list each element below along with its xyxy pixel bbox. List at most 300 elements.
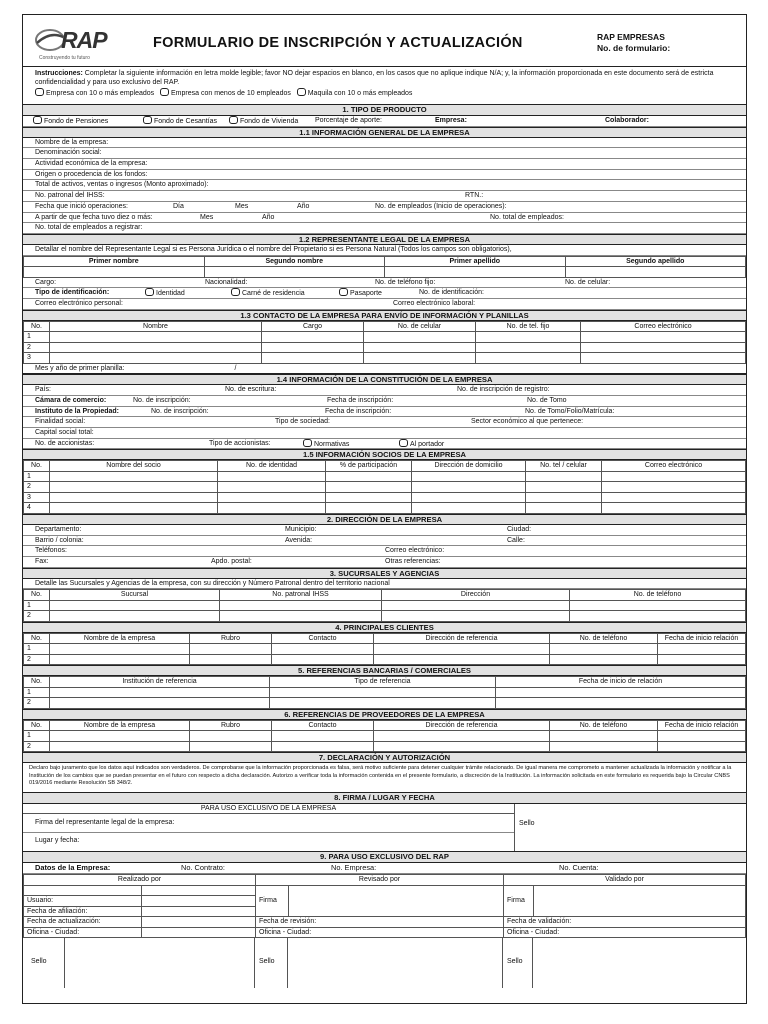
field-label: Sector económico al que pertenece: bbox=[471, 418, 584, 426]
section-title: 9. PARA USO EXCLUSIVO DEL RAP bbox=[23, 852, 746, 863]
column-header: Nombre bbox=[50, 321, 262, 332]
input-cell[interactable] bbox=[190, 731, 272, 742]
field-row[interactable] bbox=[23, 159, 746, 170]
row-number: 2 bbox=[24, 611, 50, 622]
stamp-cell[interactable] bbox=[533, 938, 746, 988]
input-cell[interactable] bbox=[220, 611, 382, 622]
field-label: Fecha de revisión: bbox=[256, 917, 504, 928]
row-number: 3 bbox=[24, 353, 50, 364]
field-label: Correo electrónico laboral: bbox=[393, 299, 476, 307]
signature-cell[interactable] bbox=[289, 885, 504, 917]
option-label: Fondo de Vivienda bbox=[240, 118, 299, 125]
input-cell[interactable] bbox=[412, 471, 526, 482]
column-header: Primer apellido bbox=[385, 256, 566, 267]
checkbox-portador[interactable] bbox=[399, 439, 408, 447]
option-label: Maquila con 10 o más empleados bbox=[307, 90, 413, 98]
column-header: Segundo nombre bbox=[204, 256, 385, 267]
row-number: 1 bbox=[24, 687, 50, 698]
table-header-row bbox=[24, 590, 746, 601]
field-row[interactable] bbox=[23, 299, 746, 310]
field-label: Fax: bbox=[35, 558, 49, 565]
field-label: No. de accionistas: bbox=[35, 439, 95, 447]
rap-use-table bbox=[23, 874, 746, 938]
column-header: No. bbox=[24, 677, 50, 688]
input-cell[interactable] bbox=[218, 482, 326, 493]
row-number: 1 bbox=[24, 471, 50, 482]
section-title: 1. TIPO DE PRODUCTO bbox=[23, 105, 746, 116]
field-label: Tipo de sociedad: bbox=[275, 418, 330, 426]
table-row bbox=[24, 698, 746, 709]
input-cell[interactable] bbox=[326, 492, 412, 503]
row-number: 2 bbox=[24, 698, 50, 709]
input-cell[interactable] bbox=[364, 342, 476, 353]
field-row[interactable] bbox=[23, 396, 746, 407]
input-cell[interactable] bbox=[374, 731, 550, 742]
field-label: Fecha de inscripción: bbox=[327, 397, 394, 404]
option-label: Identidad bbox=[156, 290, 185, 298]
input-cell[interactable] bbox=[262, 332, 364, 343]
option-label: Al portador bbox=[410, 440, 445, 448]
input-cell[interactable] bbox=[326, 482, 412, 493]
checkbox-carne[interactable] bbox=[231, 288, 240, 296]
input-cell[interactable] bbox=[50, 731, 190, 742]
input-cell[interactable] bbox=[570, 600, 746, 611]
input-cell[interactable] bbox=[374, 644, 550, 655]
signature-field[interactable] bbox=[23, 814, 514, 833]
header-right bbox=[597, 32, 670, 54]
partners-table bbox=[23, 460, 746, 514]
references-table bbox=[23, 676, 746, 709]
input-cell[interactable] bbox=[570, 611, 746, 622]
table-header-row bbox=[24, 720, 746, 731]
checkbox-normativas[interactable] bbox=[303, 439, 312, 447]
field-row[interactable]: Mes y año de primer planilla: / bbox=[23, 364, 746, 375]
section-title: 5. REFERENCIAS BANCARIAS / COMERCIALES bbox=[23, 665, 746, 676]
input-cell[interactable] bbox=[496, 698, 746, 709]
instructions-label: Instrucciones: bbox=[35, 70, 83, 77]
field-label: Departamento: bbox=[35, 525, 82, 533]
input-cell[interactable] bbox=[218, 471, 326, 482]
section-title: 4. PRINCIPALES CLIENTES bbox=[23, 622, 746, 633]
column-header: Fecha de inicio relación bbox=[658, 720, 746, 731]
field-label: Mes y año de primer planilla: bbox=[35, 364, 125, 372]
input-cell[interactable] bbox=[385, 267, 566, 278]
field-label: No. total de empleados: bbox=[490, 213, 564, 221]
column-header: No. bbox=[24, 321, 50, 332]
field-row[interactable] bbox=[23, 428, 746, 439]
column-header: Segundo apellido bbox=[565, 256, 746, 267]
input-cell[interactable] bbox=[142, 906, 256, 917]
checkbox-vivienda[interactable] bbox=[229, 116, 238, 124]
note-row bbox=[23, 579, 746, 590]
input-cell[interactable] bbox=[382, 600, 570, 611]
field-label: No. Contrato: bbox=[181, 863, 225, 873]
field-row[interactable] bbox=[23, 138, 746, 149]
section-title: 1.3 CONTACTO DE LA EMPRESA PARA ENVÍO DE INFORMACIÓN Y PLANILLAS bbox=[23, 310, 746, 321]
column-header: No. de identidad bbox=[218, 461, 326, 472]
field-label: Avenida: bbox=[285, 536, 313, 544]
column-header: Correo electrónico bbox=[581, 321, 746, 332]
input-cell[interactable] bbox=[526, 482, 602, 493]
field-label: Origen o procedencia de los fondos: bbox=[35, 170, 148, 178]
input-cell[interactable] bbox=[550, 644, 658, 655]
checkbox-cesantias[interactable] bbox=[143, 116, 152, 124]
field-row[interactable] bbox=[23, 407, 746, 418]
input-cell[interactable] bbox=[190, 654, 272, 665]
option-label: Empresa con 10 o más empleados bbox=[46, 90, 155, 98]
field-label: Usuario: bbox=[24, 896, 142, 907]
column-header: Dirección de referencia bbox=[374, 633, 550, 644]
column-header: No. de tel. fijo bbox=[476, 321, 581, 332]
input-cell[interactable] bbox=[364, 353, 476, 364]
option-label: Carné de residencia bbox=[242, 290, 305, 298]
field-row[interactable] bbox=[23, 536, 746, 547]
section-title: 1.1 INFORMACIÓN GENERAL DE LA EMPRESA bbox=[23, 127, 746, 138]
stamp-field[interactable] bbox=[515, 804, 746, 851]
input-cell[interactable] bbox=[190, 644, 272, 655]
input-cell[interactable] bbox=[50, 353, 262, 364]
company-signature-area bbox=[23, 804, 515, 851]
row-number: 2 bbox=[24, 654, 50, 665]
instructions-text: Completar la siguiente información en letra molde legible; favor NO dejar espacios en blanco, en los casos que no aplique indique N/A; y, la información proporcionada en este documento será de estricta confidencialidad y para uso exclusivo del RAP. bbox=[35, 70, 714, 86]
logo-slogan: Construyendo tu futuro bbox=[39, 55, 90, 61]
input-cell[interactable] bbox=[412, 503, 526, 514]
field-label: País: bbox=[35, 386, 51, 394]
row-number: 1 bbox=[24, 731, 50, 742]
declaration-text: Declaro bajo juramento que los datos aquí indicados son verdaderos. De comprobarse que la información proporcionada es falsa, será motivo suficiente para detener cualquier trámite relacionado. De igual manera me comprometo a mantener actualizada la información y notificar a la Institución de los cambios que se puedan presentar en el futuro con respecto a dicha declaración. Autorizo a verificar toda la información contenida en el presente formulario, a discreción de la Institución. La información solicitada en este formulario es requerida bajo la Circular CNBS 019/2016 mediante Resolución SB 348/2. bbox=[23, 763, 746, 793]
table-row bbox=[24, 600, 746, 611]
field-row[interactable] bbox=[23, 385, 746, 396]
column-header: No. tel / celular bbox=[526, 461, 602, 472]
table-row bbox=[24, 482, 746, 493]
field-label: Fecha que inició operaciones: bbox=[35, 202, 129, 210]
row-number: 3 bbox=[24, 492, 50, 503]
input-cell[interactable] bbox=[272, 731, 374, 742]
suppliers-table bbox=[23, 720, 746, 753]
table-row bbox=[24, 611, 746, 622]
column-header: Rubro bbox=[190, 720, 272, 731]
company-only-label: PARA USO EXCLUSIVO DE LA EMPRESA bbox=[23, 804, 514, 814]
row-number: 2 bbox=[24, 482, 50, 493]
table-row bbox=[24, 492, 746, 503]
option-label: Fondo de Cesantías bbox=[154, 118, 218, 125]
field-label: Fecha de actualización: bbox=[24, 917, 142, 928]
input-cell[interactable] bbox=[496, 687, 746, 698]
input-cell[interactable] bbox=[204, 267, 385, 278]
field-label: Mes bbox=[200, 213, 214, 221]
input-cell[interactable] bbox=[412, 482, 526, 493]
input-cell[interactable] bbox=[526, 471, 602, 482]
input-cell[interactable] bbox=[658, 741, 746, 752]
column-header: No. de celular bbox=[364, 321, 476, 332]
field-label: No. de inscripción: bbox=[151, 407, 209, 415]
column-header: Validado por bbox=[504, 875, 746, 886]
field-label: Cámara de comercio: bbox=[35, 397, 107, 404]
row-number: 2 bbox=[24, 342, 50, 353]
field-row[interactable] bbox=[23, 525, 746, 536]
input-cell[interactable] bbox=[581, 353, 746, 364]
input-cell[interactable] bbox=[602, 482, 746, 493]
input-cell[interactable] bbox=[565, 267, 746, 278]
checkbox-pensiones[interactable] bbox=[33, 116, 42, 124]
field-label: Lugar y fecha: bbox=[35, 837, 80, 845]
checkbox-pasaporte[interactable] bbox=[339, 288, 348, 296]
option-label: Empresa con menos de 10 empleados bbox=[171, 90, 291, 98]
input-cell[interactable] bbox=[50, 654, 190, 665]
signature-cell[interactable] bbox=[534, 885, 746, 917]
input-cell[interactable] bbox=[142, 917, 256, 928]
input-cell[interactable] bbox=[50, 492, 218, 503]
column-header: Primer nombre bbox=[24, 256, 205, 267]
field-row[interactable] bbox=[23, 191, 746, 202]
field-label: No. total de empleados a registrar: bbox=[35, 224, 143, 232]
input-cell[interactable] bbox=[364, 332, 476, 343]
input-cell[interactable] bbox=[326, 503, 412, 514]
field-row[interactable] bbox=[23, 180, 746, 191]
field-label: Total de activos, ventas o ingresos (Monto aproximado): bbox=[35, 181, 209, 189]
input-cell[interactable] bbox=[550, 741, 658, 752]
field-label: Año bbox=[297, 202, 310, 210]
field-label: A partir de que fecha tuvo diez o más: bbox=[35, 213, 153, 221]
field-row[interactable] bbox=[23, 278, 746, 289]
table-row bbox=[24, 353, 746, 364]
stamp-row bbox=[23, 938, 746, 988]
input-cell[interactable] bbox=[262, 353, 364, 364]
field-label: Tipo de identificación: bbox=[35, 289, 110, 297]
table-row bbox=[24, 741, 746, 752]
input-cell[interactable] bbox=[50, 600, 220, 611]
input-cell[interactable] bbox=[476, 332, 581, 343]
field-label: Día bbox=[173, 202, 184, 210]
section-note: Detallar el nombre del Representante Legal si es Persona Jurídica o el nombre del Propietario si es Persona Natural (Todos los campos son obligatorios), bbox=[35, 245, 512, 253]
registration-form bbox=[22, 14, 747, 1004]
field-label: No. de escritura: bbox=[225, 386, 277, 394]
table-row bbox=[24, 342, 746, 353]
input-cell[interactable] bbox=[50, 503, 218, 514]
field-label: Apdo. postal: bbox=[211, 558, 252, 565]
field-label: Calle: bbox=[507, 536, 525, 544]
input-cell[interactable] bbox=[550, 654, 658, 665]
place-date-field[interactable] bbox=[23, 833, 514, 850]
checkbox-identidad[interactable] bbox=[145, 288, 154, 296]
input-cell[interactable] bbox=[50, 482, 218, 493]
table-header-row bbox=[24, 461, 746, 472]
column-header: No. de teléfono bbox=[570, 590, 746, 601]
field-label: No. de Tomo/Folio/Matrícula: bbox=[525, 407, 615, 415]
field-label: Firma bbox=[504, 885, 534, 917]
input-cell[interactable] bbox=[218, 492, 326, 503]
column-header: Fecha de inicio relación bbox=[658, 633, 746, 644]
input-cell[interactable] bbox=[602, 503, 746, 514]
field-row bbox=[23, 288, 746, 299]
row-number: 1 bbox=[24, 644, 50, 655]
input-cell[interactable] bbox=[50, 332, 262, 343]
input-cell[interactable] bbox=[658, 644, 746, 655]
checkbox-less-10[interactable] bbox=[160, 88, 169, 96]
column-header: Contacto bbox=[272, 720, 374, 731]
input-cell[interactable] bbox=[602, 471, 746, 482]
option-label: Pasaporte bbox=[350, 290, 382, 298]
table-row bbox=[24, 731, 746, 742]
input-cell[interactable] bbox=[326, 471, 412, 482]
field-row[interactable] bbox=[23, 202, 746, 213]
input-cell[interactable] bbox=[476, 353, 581, 364]
field-row[interactable] bbox=[23, 170, 746, 181]
field-label: Colaborador: bbox=[605, 117, 649, 124]
section-note: Detalle las Sucursales y Agencias de la empresa, con su dirección y Número Patronal dentro del territorio nacional bbox=[35, 579, 390, 587]
row-number: 1 bbox=[24, 600, 50, 611]
option-label: Normativas bbox=[314, 440, 350, 448]
input-cell[interactable] bbox=[142, 927, 256, 938]
column-header: Nombre de la empresa bbox=[50, 720, 190, 731]
input-cell[interactable] bbox=[270, 687, 496, 698]
field-label: Oficina - Ciudad: bbox=[504, 927, 746, 938]
field-row[interactable] bbox=[23, 148, 746, 159]
input-cell[interactable] bbox=[50, 471, 218, 482]
input-cell[interactable] bbox=[374, 654, 550, 665]
column-header: Sucursal bbox=[50, 590, 220, 601]
stamp-cell[interactable] bbox=[288, 938, 503, 988]
field-label: Firma del representante legal de la empresa: bbox=[35, 819, 175, 827]
field-row[interactable] bbox=[23, 213, 746, 224]
field-label: Municipio: bbox=[285, 525, 317, 533]
input-cell[interactable] bbox=[190, 741, 272, 752]
rap-data-row bbox=[23, 863, 746, 874]
note-row bbox=[23, 245, 746, 256]
input-cell[interactable] bbox=[272, 654, 374, 665]
input-cell[interactable] bbox=[50, 687, 270, 698]
signature-block bbox=[23, 804, 746, 852]
column-header: Nombre de la empresa bbox=[50, 633, 190, 644]
field-label: No. de empleados (Inicio de operaciones): bbox=[375, 202, 507, 210]
field-label: No. Empresa: bbox=[331, 863, 377, 873]
rap-logo bbox=[35, 25, 127, 63]
input-cell[interactable] bbox=[218, 503, 326, 514]
input-cell[interactable] bbox=[142, 896, 256, 907]
input-cell[interactable] bbox=[50, 698, 270, 709]
field-label: No. de inscripción: bbox=[133, 397, 191, 404]
checkbox-maquila[interactable] bbox=[297, 88, 306, 96]
input-cell[interactable] bbox=[50, 741, 190, 752]
field-label: Oficina - Ciudad: bbox=[256, 927, 504, 938]
input-cell[interactable] bbox=[50, 342, 262, 353]
field-row[interactable] bbox=[23, 557, 746, 568]
form-header bbox=[23, 15, 746, 67]
clients-table bbox=[23, 633, 746, 666]
column-header: Tipo de referencia bbox=[270, 677, 496, 688]
input-cell[interactable] bbox=[658, 731, 746, 742]
column-header: No. patronal IHSS bbox=[220, 590, 382, 601]
input-cell[interactable] bbox=[476, 342, 581, 353]
field-label: No. de Tomo bbox=[527, 397, 567, 404]
field-label: Año bbox=[262, 213, 275, 221]
column-header: Correo electrónico bbox=[602, 461, 746, 472]
input-cell[interactable] bbox=[272, 741, 374, 752]
section-title: 1.2 REPRESENTANTE LEGAL DE LA EMPRESA bbox=[23, 234, 746, 245]
field-label: Oficina - Ciudad: bbox=[24, 927, 142, 938]
row-number: 4 bbox=[24, 503, 50, 514]
input-cell[interactable] bbox=[550, 731, 658, 742]
column-header: Rubro bbox=[190, 633, 272, 644]
field-label: Correo electrónico personal: bbox=[35, 299, 123, 307]
input-cell[interactable] bbox=[50, 644, 190, 655]
stamp-cell[interactable] bbox=[65, 938, 255, 988]
column-header: No. bbox=[24, 590, 50, 601]
product-row bbox=[23, 116, 746, 127]
input-cell[interactable] bbox=[526, 503, 602, 514]
field-label: Denominación social: bbox=[35, 149, 102, 157]
section-title: 1.4 INFORMACIÓN DE LA CONSTITUCIÓN DE LA EMPRESA bbox=[23, 374, 746, 385]
field-label: Sello bbox=[23, 938, 65, 988]
column-header: Dirección de domicilio bbox=[412, 461, 526, 472]
column-header: % de participación bbox=[326, 461, 412, 472]
field-label: No. de celular: bbox=[565, 278, 611, 286]
row-number: 2 bbox=[24, 741, 50, 752]
input-cell[interactable] bbox=[262, 342, 364, 353]
field-row[interactable] bbox=[23, 223, 746, 234]
input-cell[interactable] bbox=[272, 644, 374, 655]
column-header: Dirección bbox=[382, 590, 570, 601]
field-label: No. Cuenta: bbox=[559, 863, 599, 873]
input-cell[interactable] bbox=[24, 267, 205, 278]
field-row[interactable] bbox=[23, 546, 746, 557]
field-label: Mes bbox=[235, 202, 249, 210]
input-cell[interactable] bbox=[50, 611, 220, 622]
field-label: Barrio / colonia: bbox=[35, 536, 84, 544]
field-label: Sello bbox=[519, 820, 535, 828]
column-header: Contacto bbox=[272, 633, 374, 644]
column-header: Dirección de referencia bbox=[374, 720, 550, 731]
section-title: 8. FIRMA / LUGAR Y FECHA bbox=[23, 793, 746, 804]
input-cell[interactable] bbox=[270, 698, 496, 709]
input-cell[interactable] bbox=[581, 332, 746, 343]
field-label: Tipo de accionistas: bbox=[209, 439, 271, 447]
field-label: Empresa: bbox=[435, 117, 467, 124]
input-cell[interactable] bbox=[602, 492, 746, 503]
page-title: FORMULARIO DE INSCRIPCIÓN Y ACTUALIZACIÓN bbox=[153, 35, 523, 51]
input-cell[interactable] bbox=[412, 492, 526, 503]
section-title: 7. DECLARACIÓN Y AUTORIZACIÓN bbox=[23, 752, 746, 763]
column-header: No. bbox=[24, 720, 50, 731]
table-header-row bbox=[24, 321, 746, 332]
table-row bbox=[24, 644, 746, 655]
input-cell[interactable] bbox=[374, 741, 550, 752]
column-header: Realizado por bbox=[24, 875, 256, 886]
input-cell[interactable] bbox=[658, 654, 746, 665]
field-label: Fecha de afiliación: bbox=[24, 906, 142, 917]
checkbox-10-plus[interactable] bbox=[35, 88, 44, 96]
field-label: No. de inscripción de registro: bbox=[457, 386, 550, 394]
field-label: Actividad económica de la empresa: bbox=[35, 160, 148, 168]
rep-name-table bbox=[23, 256, 746, 278]
input-cell[interactable] bbox=[382, 611, 570, 622]
field-label: Nacionalidad: bbox=[205, 278, 248, 286]
input-cell[interactable] bbox=[220, 600, 382, 611]
field-row[interactable] bbox=[23, 417, 746, 428]
column-header: Revisado por bbox=[256, 875, 504, 886]
spacer-cell bbox=[142, 885, 256, 896]
column-header: No. de teléfono bbox=[550, 633, 658, 644]
input-cell[interactable] bbox=[581, 342, 746, 353]
input-cell[interactable] bbox=[526, 492, 602, 503]
row-number: 1 bbox=[24, 332, 50, 343]
field-label: Fecha de validación: bbox=[504, 917, 746, 928]
column-header: Cargo bbox=[262, 321, 364, 332]
column-header: Nombre del socio bbox=[50, 461, 218, 472]
field-label: No. de teléfono fijo: bbox=[375, 278, 436, 286]
table-row bbox=[24, 471, 746, 482]
table-row bbox=[24, 503, 746, 514]
